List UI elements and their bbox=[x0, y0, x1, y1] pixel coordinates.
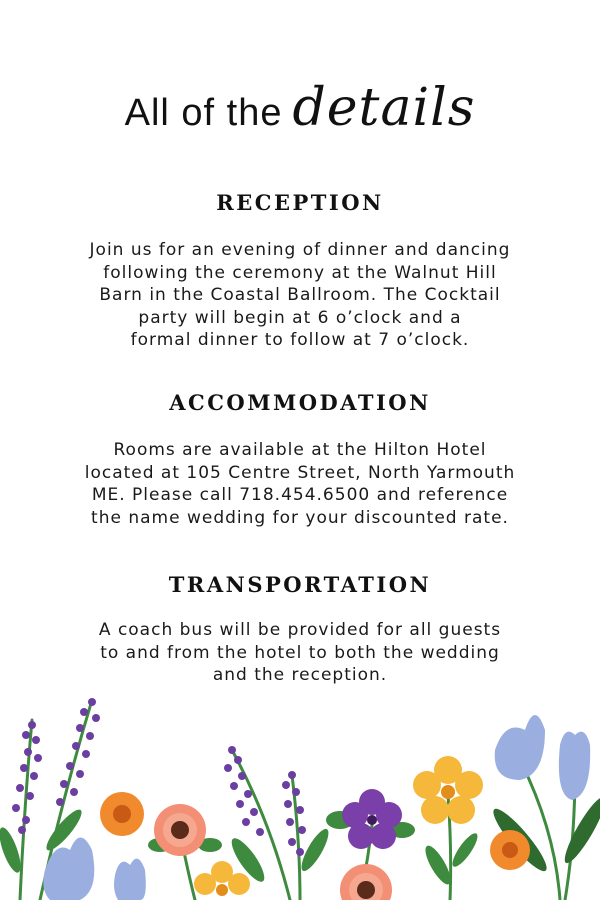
floral-border-icon bbox=[0, 680, 600, 900]
section-body bbox=[0, 439, 600, 529]
body-line: Barn in the Coastal Ballroom. The Cocktail bbox=[99, 285, 501, 305]
body-line: party will begin at 6 o’clock and a bbox=[138, 307, 462, 328]
section-heading: TRANSPORTATION bbox=[168, 572, 432, 597]
section-heading: RECEPTION bbox=[216, 190, 384, 215]
section-body bbox=[0, 239, 600, 352]
title-script: details bbox=[292, 78, 476, 138]
body-line: and the reception. bbox=[212, 665, 388, 685]
body-line: formal dinner to follow at 7 o’clock. bbox=[130, 330, 470, 350]
page-title bbox=[0, 78, 600, 158]
body-line: Join us for an evening of dinner and dancing bbox=[89, 240, 511, 260]
body-line: following the ceremony at the Walnut Hill bbox=[103, 262, 497, 283]
section-accommodation bbox=[0, 390, 600, 529]
section-reception bbox=[0, 190, 600, 352]
body-line: located at 105 Centre Street, North Yarmouth bbox=[84, 462, 516, 483]
body-line: Rooms are available at the Hilton Hotel bbox=[113, 440, 487, 460]
section-transportation bbox=[0, 572, 600, 687]
stems bbox=[20, 700, 575, 900]
section-heading: ACCOMMODATION bbox=[169, 390, 431, 415]
body-line: A coach bus will be provided for all guests bbox=[98, 620, 502, 640]
body-line: ME. Please call 718.454.6500 and reference bbox=[91, 485, 509, 505]
body-line: the name wedding for your discounted rate. bbox=[91, 507, 509, 528]
body-line: to and from the hotel to both the wedding bbox=[100, 642, 500, 663]
title-plain: All of the bbox=[124, 92, 283, 134]
violet-flower bbox=[342, 789, 402, 849]
section-body bbox=[0, 619, 600, 687]
